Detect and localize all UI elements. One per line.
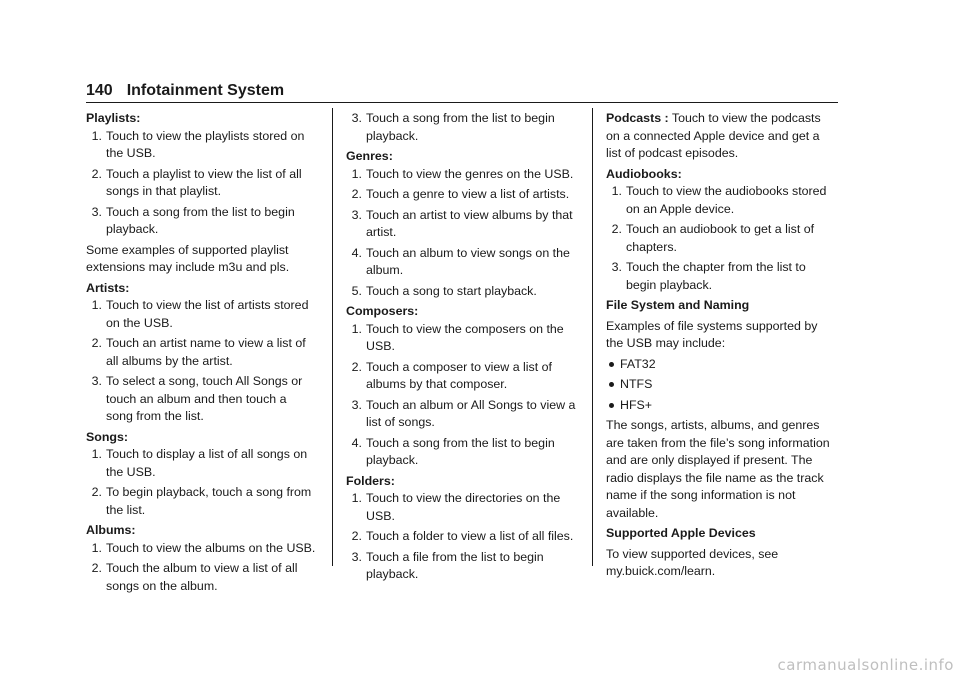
step-item bbox=[349, 359, 576, 394]
step-item bbox=[349, 528, 576, 546]
step-number: 3. bbox=[91, 204, 102, 219]
step-item bbox=[89, 204, 316, 239]
composers-steps bbox=[349, 321, 576, 470]
page-number: 140 bbox=[86, 82, 113, 99]
step-item bbox=[349, 207, 576, 242]
step-item bbox=[609, 221, 836, 256]
step-text: Touch to view the genres on the USB. bbox=[366, 166, 574, 181]
podcasts-paragraph bbox=[606, 110, 836, 163]
step-number: 2. bbox=[351, 359, 362, 374]
step-number: 1. bbox=[91, 128, 102, 143]
step-number: 3. bbox=[611, 260, 622, 274]
column-divider bbox=[592, 108, 593, 566]
section-title: Songs: bbox=[86, 429, 128, 444]
podcasts-text: Touch to view the podcasts on a connected Apple device and get a list of podcast episodes. bbox=[606, 111, 821, 160]
step-number: 4. bbox=[351, 245, 362, 260]
audiobooks-steps bbox=[609, 183, 836, 294]
column-2 bbox=[346, 110, 576, 587]
step-item bbox=[349, 321, 576, 356]
step-number: 2. bbox=[351, 187, 362, 201]
section-title: Composers: bbox=[346, 304, 419, 318]
playlists-steps bbox=[89, 128, 316, 239]
step-text: Touch the album to view a list of all songs on the album. bbox=[106, 561, 298, 593]
column-divider bbox=[332, 108, 333, 566]
step-number: 2. bbox=[91, 336, 102, 350]
step-number: 1. bbox=[351, 321, 362, 336]
songs-section bbox=[86, 429, 316, 520]
step-number: 1. bbox=[351, 166, 362, 181]
step-item bbox=[349, 110, 576, 145]
step-text: Touch to view the directories on the USB. bbox=[366, 491, 561, 523]
step-item bbox=[89, 373, 316, 426]
step-text: Touch a song to start playback. bbox=[366, 283, 537, 298]
apple-devices-heading: Supported Apple Devices bbox=[606, 526, 756, 540]
step-item bbox=[349, 186, 576, 204]
step-number: 2. bbox=[91, 485, 102, 499]
step-number: 4. bbox=[351, 435, 362, 450]
playlist-extensions-note: Some examples of supported playlist extensions may include m3u and pls. bbox=[86, 242, 290, 274]
step-text: Touch to view the playlists stored on the USB. bbox=[106, 128, 305, 160]
step-text: Touch a playlist to view the list of all songs in that playlist. bbox=[106, 166, 302, 198]
step-item bbox=[89, 166, 316, 201]
step-number: 3. bbox=[91, 374, 102, 388]
step-number: 1. bbox=[351, 491, 362, 505]
section-title: Audiobooks: bbox=[606, 166, 682, 181]
file-system-intro: Examples of file systems supported by the USB may include: bbox=[606, 318, 818, 350]
step-text: Touch an artist to view albums by that artist. bbox=[366, 207, 573, 239]
albums-section bbox=[86, 522, 316, 595]
step-number: 2. bbox=[91, 166, 102, 181]
section-title: Albums: bbox=[86, 523, 136, 537]
step-text: Touch to view the albums on the USB. bbox=[106, 540, 316, 555]
step-text: Touch a genre to view a list of artists. bbox=[366, 187, 570, 201]
apple-devices-text: To view supported devices, see my.buick.com/learn. bbox=[606, 546, 779, 578]
folders-section bbox=[346, 473, 576, 584]
step-text: Touch an album to view songs on the album. bbox=[366, 245, 570, 277]
step-number: 1. bbox=[91, 447, 102, 461]
step-item bbox=[349, 397, 576, 432]
step-item bbox=[89, 335, 316, 370]
step-item bbox=[349, 245, 576, 280]
section-title: Folders: bbox=[346, 473, 395, 488]
step-item bbox=[349, 490, 576, 525]
step-text: Touch an album or All Songs to view a list of songs. bbox=[366, 397, 576, 429]
section-title: Playlists: bbox=[86, 111, 141, 125]
albums-continued bbox=[346, 110, 576, 145]
step-number: 2. bbox=[351, 529, 362, 543]
bullet-item: NTFS bbox=[606, 376, 836, 394]
albums-steps bbox=[89, 540, 316, 596]
step-number: 2. bbox=[611, 222, 622, 236]
step-text: Touch an artist name to view a list of all albums by the artist. bbox=[106, 336, 306, 368]
composers-section bbox=[346, 303, 576, 470]
bullet-item: HFS+ bbox=[606, 397, 836, 415]
step-item bbox=[89, 446, 316, 481]
header-divider bbox=[86, 102, 838, 103]
step-text: Touch a composer to view a list of albums by that composer. bbox=[366, 359, 552, 391]
step-text: Touch a song from the list to begin playback. bbox=[106, 204, 295, 236]
step-item bbox=[89, 540, 316, 558]
step-text: Touch to view the list of artists stored on the USB. bbox=[106, 298, 309, 330]
file-system-list bbox=[606, 356, 836, 415]
step-text: Touch to view the composers on the USB. bbox=[366, 321, 564, 353]
step-text: Touch to view the audiobooks stored on an Apple device. bbox=[626, 184, 827, 216]
step-text: Touch an audiobook to get a list of chapters. bbox=[626, 222, 815, 254]
step-item bbox=[349, 283, 576, 301]
step-number: 1. bbox=[91, 540, 102, 555]
folders-steps bbox=[349, 490, 576, 584]
step-item bbox=[349, 549, 576, 584]
step-number: 3. bbox=[351, 397, 362, 412]
albums-steps-continued bbox=[349, 110, 576, 145]
step-item bbox=[89, 484, 316, 519]
step-text: Touch a song from the list to begin playback. bbox=[366, 435, 555, 467]
step-number: 2. bbox=[91, 561, 102, 575]
songs-steps bbox=[89, 446, 316, 519]
audiobooks-section bbox=[606, 166, 836, 295]
step-item bbox=[349, 435, 576, 470]
column-3 bbox=[606, 110, 836, 584]
section-title: Artists: bbox=[86, 280, 130, 295]
step-item bbox=[89, 297, 316, 332]
step-item bbox=[89, 128, 316, 163]
genres-steps bbox=[349, 166, 576, 301]
step-number: 3. bbox=[351, 207, 362, 222]
page-header bbox=[86, 82, 838, 104]
step-item bbox=[89, 560, 316, 595]
playlists-section bbox=[86, 110, 316, 239]
step-text: To begin playback, touch a song from the list. bbox=[106, 485, 312, 517]
artists-section bbox=[86, 280, 316, 426]
watermark: carmanualsonline.info bbox=[777, 656, 954, 674]
step-item bbox=[609, 183, 836, 218]
bullet-item: FAT32 bbox=[606, 356, 836, 374]
step-number: 3. bbox=[351, 549, 362, 564]
step-text: Touch to display a list of all songs on the USB. bbox=[106, 447, 308, 479]
step-item bbox=[609, 259, 836, 294]
file-system-heading: File System and Naming bbox=[606, 298, 750, 312]
step-text: Touch a file from the list to begin playback. bbox=[366, 549, 544, 581]
step-text: Touch a song from the list to begin playback. bbox=[366, 111, 555, 143]
step-text: Touch a folder to view a list of all files. bbox=[366, 529, 574, 543]
step-item bbox=[349, 166, 576, 184]
step-text: To select a song, touch All Songs or touch an album and then touch a song from the list. bbox=[106, 374, 303, 423]
step-number: 3. bbox=[351, 111, 362, 125]
artists-steps bbox=[89, 297, 316, 426]
section-title: Genres: bbox=[346, 149, 393, 163]
genres-section bbox=[346, 148, 576, 300]
column-1 bbox=[86, 110, 316, 598]
step-text: Touch the chapter from the list to begin playback. bbox=[626, 260, 806, 292]
step-number: 5. bbox=[351, 283, 362, 298]
file-system-note: The songs, artists, albums, and genres are taken from the file’s song information and are only displayed if present. The radio displays the file name as the track name if the song information is not available. bbox=[606, 418, 830, 520]
step-number: 1. bbox=[91, 298, 102, 312]
podcasts-title: Podcasts : bbox=[606, 111, 669, 125]
step-number: 1. bbox=[611, 184, 622, 198]
page-title: Infotainment System bbox=[126, 82, 285, 99]
